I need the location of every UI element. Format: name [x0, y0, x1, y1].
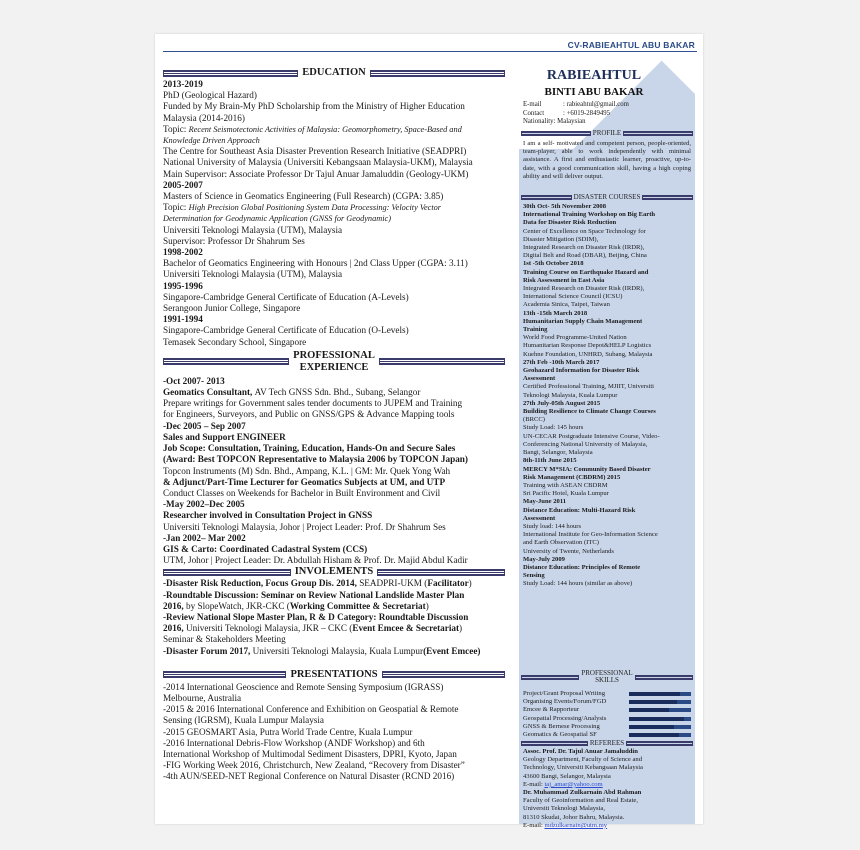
course-line: Study Load: 144 hours (similar as above) [523, 580, 633, 588]
name-last: BINTI ABU BAKAR [544, 86, 644, 98]
skill-bar [629, 733, 691, 737]
referee-line: Faculty of Geoinformation and Real Estate, [523, 797, 638, 805]
presentation-line: -2016 International Debris-Flow Workshop (ANDF Workshop) and 6th [163, 737, 425, 748]
education-line: Main Supervisor: Associate Professor Dr Tajul Anuar Jamaluddin (Geology-UKM) [163, 168, 469, 179]
course-line: Humanitarian Response Depot&HELP Logistics [523, 342, 652, 350]
involvement-part: -Disaster Risk Reduction, Focus Group Dis. 2014, [163, 578, 360, 589]
presentation-line: -2015 GEOSMART Asia, Putra World Trade Centre, Kuala Lumpur [163, 726, 413, 737]
course-line: Assessment [523, 514, 556, 522]
experience-list [163, 376, 505, 566]
involvement-line [163, 623, 505, 634]
involvement-part: Universiti Teknologi Malaysia, Kuala Lumpur [252, 645, 424, 656]
skill-bar-fill [629, 692, 680, 696]
skill-row [523, 723, 691, 731]
skill-bar-fill [629, 700, 677, 704]
involvement-part: Seminar & Stakeholders Meeting [163, 634, 286, 645]
education-line: 1998-2002 [163, 247, 203, 258]
referee-line [523, 781, 691, 789]
involvement-part: 2016, [163, 623, 186, 634]
education-line [163, 124, 505, 135]
experience-line: Prepare writings for Government sales tender documents to JUPEM and Training [163, 398, 463, 409]
involvement-part: (Event Emcee) [423, 645, 481, 656]
course-line: Digital Belt and Road (DBAR), Beijing, China [523, 252, 647, 260]
course-line: Teknologi Malaysia, Kuala Lumpur [523, 391, 618, 399]
referee-line: Geology Department, Faculty of Science and [523, 756, 643, 764]
course-line: Study Load: 145 hours [523, 424, 584, 432]
education-line: Supervisor: Professor Dr Shahrum Ses [163, 235, 305, 246]
education-line: PhD (Geological Hazard) [163, 90, 257, 101]
skill-row [523, 690, 691, 698]
education-list [163, 79, 505, 348]
course-line: Training with ASEAN CBDRM [523, 481, 608, 489]
course-line: World Food Programme-United Nation [523, 334, 627, 342]
education-line [163, 202, 505, 213]
heading-bar [163, 671, 286, 678]
experience-line: Researcher involved in Consultation Project in GNSS [163, 510, 373, 521]
skill-row [523, 731, 691, 739]
line-text: AV Tech GNSS Sdn. Bhd., Subang, Selangor [254, 387, 421, 398]
course-line: May-July 2009 [523, 555, 565, 563]
education-line: Universiti Teknologi Malaysia (UTM), Malaysia [163, 269, 343, 280]
course-line: 13th -15th March 2018 [523, 309, 588, 317]
course-line: International Science Council (ICSU) [523, 293, 623, 301]
education-line: The Centre for Southeast Asia Disaster Prevention Research Initiative (SEADPRI) [163, 146, 467, 157]
name-first: RABIEAHTUL [546, 68, 642, 83]
education-line: National University of Malaysia (Universiti Kebangsaan Malaysia-UKM), Malaysia [163, 157, 473, 168]
education-line: Singapore-Cambridge General Certificate of Education (A-Levels) [163, 291, 409, 302]
experience-line: Universiti Teknologi Malaysia, Johor | Project Leader: Prof. Dr Shahrum Ses [163, 521, 446, 532]
skill-label: Organising Events/Forum/FGD [523, 698, 607, 706]
education-line: Universiti Teknologi Malaysia (UTM), Malaysia [163, 224, 343, 235]
involvement-line [163, 590, 505, 601]
course-line: Building Resilience to Climate Change Courses [523, 408, 656, 416]
line-label: Topic: [163, 123, 189, 134]
heading-bar [379, 358, 505, 365]
skill-label: Geomatics & Geospatial SF [523, 730, 597, 738]
referee-line: Assoc. Prof. Dr. Tajul Anuar Jamaluddin [523, 748, 638, 755]
skill-bar [629, 708, 691, 712]
education-line: Temasek Secondary School, Singapore [163, 336, 307, 347]
education-heading: EDUCATION [163, 67, 505, 79]
profile-heading: PROFILE [521, 129, 693, 138]
involvement-part: Working Committee & Secretariat [289, 600, 426, 611]
course-line: Sri Pacific Hotel, Kuala Lumpur [523, 490, 609, 498]
referee-line: Technology, Universiti Kebangsaan Malaysia [523, 764, 643, 772]
course-line: Data for Disaster Risk Reduction [523, 219, 617, 227]
course-line: 1st -5th October 2018 [523, 260, 584, 268]
referee-line [523, 822, 691, 830]
course-line: Integrated Research on Disaster Risk (IRDR), [523, 285, 645, 293]
phone-value: : +6019-2849495 [563, 109, 611, 117]
education-line: 2005-2007 [163, 179, 203, 190]
presentations-heading: PRESENTATIONS [163, 669, 505, 681]
nationality-value: : Malaysian [553, 118, 586, 125]
course-line: Integrated Research on Disaster Risk (IRDR), [523, 244, 645, 252]
referee-line: 43600 Bangi, Selangor, Malaysia [523, 772, 611, 780]
involvement-line [163, 578, 505, 589]
course-line: 27th Feb -10th March 2017 [523, 358, 600, 366]
involvement-part: -Disaster Forum 2017, [163, 645, 253, 656]
skill-label: Geospatial Processing/Analysis [523, 714, 607, 722]
involvement-part: ) [468, 578, 472, 589]
involvements-list [163, 578, 505, 656]
line-text: Recent Seismotectonic Activities of Malaysia: Geomorphometry, Space-Based and [188, 124, 462, 134]
involvement-part: -Roundtable Discussion: Seminar on Review National Landslide Master Plan [163, 589, 465, 600]
courses-heading: DISASTER COURSES [521, 193, 693, 202]
line-label: Geomatics Consultant, [163, 387, 255, 398]
involvement-line [163, 646, 505, 657]
education-line: 1991-1994 [163, 314, 203, 325]
involvement-part: ) [459, 623, 463, 634]
involvement-part: 2016, [163, 600, 186, 611]
heading-bar [163, 569, 291, 576]
education-line: Bachelor of Geomatics Engineering with Honours | 2nd Class Upper (CGPA: 3.11) [163, 258, 468, 269]
referee-line: Universiti Teknologi Malaysia, [523, 805, 606, 813]
presentation-line: Melbourne, Australia [163, 692, 242, 703]
experience-line: Job Scope: Consultation, Training, Education, Hands-On and Secure Sales [163, 443, 456, 454]
course-line: Disaster Mitigation (SDIM), [523, 235, 599, 243]
involvement-line [163, 601, 505, 612]
line-label: Topic: [163, 202, 189, 213]
education-line: Singapore-Cambridge General Certificate of Education (O-Levels) [163, 325, 409, 336]
education-line: Knowledge Driven Approach [163, 136, 260, 146]
experience-line: -Dec 2005 – Sep 2007 [163, 420, 246, 431]
line-text: High Precision Global Positioning System Data Processing: Velocity Vector [188, 203, 442, 213]
skill-label: Emcee & Rapporteur [523, 706, 580, 714]
course-line: Training [523, 326, 548, 334]
skill-label: GNSS & Bernese Processing [523, 722, 600, 730]
referees-list [523, 748, 691, 830]
skill-bar-fill [629, 725, 674, 729]
involvement-part: -Review National Slope Master Plan, R & D Category: Roundtable Discussion [163, 611, 469, 622]
course-line: Risk Assessment in East Asia [523, 276, 605, 284]
skill-row [523, 706, 691, 714]
heading-bar [370, 70, 505, 77]
course-line: Sensing [523, 572, 545, 580]
course-line: International Institute for Geo-Information Science [523, 531, 658, 539]
course-line: 8th-11th June 2015 [523, 457, 577, 465]
course-line: Certified Professional Training, MJIIT, Universiti [523, 383, 655, 391]
referee-email-link[interactable]: mdzulkarnain@utm.my [544, 821, 608, 829]
skill-label: Project/Grant Proposal Writing [523, 690, 606, 697]
experience-line: Conduct Classes on Weekends for Bachelor in Built Environment and Civil [163, 487, 441, 498]
skill-bar-fill [629, 708, 669, 712]
referees-heading: REFEREES [521, 739, 693, 748]
courses-list [523, 203, 691, 589]
involvement-part: SEADPRI-UKM ( [359, 578, 428, 589]
skills-heading: PROFESSIONAL SKILLS [521, 668, 693, 686]
contact-block: E-mail : rabieahtul@gmail.com Contact : +6019-2849495 Nationality: Malaysian [523, 101, 629, 125]
course-line: MERCY M*SIA: Community Based Disaster [523, 465, 651, 473]
course-line: Study load: 144 hours [523, 522, 582, 530]
skill-bar-fill [629, 733, 679, 737]
experience-heading: PROFESSIONAL EXPERIENCE [163, 350, 505, 374]
course-line: Kuehne Foundation, UNHRD, Subang, Malaysia [523, 350, 653, 358]
experience-line: -Jan 2002– Mar 2002 [163, 532, 246, 543]
experience-line: GIS & Carto: Coordinated Cadastral System (CCS) [163, 543, 368, 554]
heading-bar [377, 569, 505, 576]
skill-row [523, 715, 691, 723]
referee-email-link[interactable]: taj_amar@yahoo.com [544, 780, 603, 788]
course-line: UN-CECAR Postgraduate Intensive Course, Video- [523, 432, 660, 440]
course-line: Humanitarian Supply Chain Management [523, 317, 643, 325]
skill-bar [629, 700, 691, 704]
course-line: International Training Workshop on Big Earth [523, 211, 656, 219]
presentations-list [163, 682, 505, 783]
education-line: Serangoon Junior College, Singapore [163, 303, 301, 314]
course-line: University of Twente, Netherlands [523, 547, 614, 555]
education-line: Masters of Science in Geomatics Engineering (Full Research) (CGPA: 3.85) [163, 191, 444, 202]
experience-line: Sales and Support ENGINEER [163, 431, 286, 442]
course-line: Conferencing National University of Malaysia, [523, 440, 648, 448]
involvement-line [163, 634, 505, 645]
presentation-line: -FIG Working Week 2016, Christchurch, New Zealand, “Recovery from Disaster” [163, 760, 465, 771]
involvement-part: Event Emcee & Secretariat [352, 623, 460, 634]
course-line: Distance Education: Multi-Hazard Risk [523, 506, 636, 514]
course-line: Distance Education: Principles of Remote [523, 563, 641, 571]
presentation-line: -4th AUN/SEED-NET Regional Conference on Natural Disaster (RCND 2016) [163, 771, 455, 782]
presentation-line: Sensing (IGRSM), Kuala Lumpur Malaysia [163, 715, 325, 726]
left-column [163, 67, 505, 783]
education-line: Determination for Geodynamic Application (GNSS for Geodynamic) [163, 214, 391, 224]
experience-line: -Oct 2007- 2013 [163, 375, 225, 386]
email-label: E-mail: [523, 780, 545, 788]
experience-line: -May 2002–Dec 2005 [163, 499, 245, 510]
course-line: 27th July-05th August 2015 [523, 399, 601, 407]
skill-bar [629, 717, 691, 721]
course-line: Bangi, Selangor, Malaysia [523, 449, 593, 457]
skill-row [523, 698, 691, 706]
presentation-line: -2014 International Geoscience and Remote Sensing Symposium (IGRASS) [163, 681, 444, 692]
email-value[interactable]: : rabieahtul@gmail.com [563, 101, 629, 108]
course-line: Geohazard Information for Disaster Risk [523, 367, 640, 375]
course-line: Risk Management (CBDRM) 2015 [523, 473, 621, 481]
header-rule [163, 51, 697, 52]
education-line: 2013-2019 [163, 79, 203, 89]
education-line: Funded by My Brain-My PhD Scholarship from the Ministry of Higher Education [163, 101, 465, 112]
involvement-part: by SlopeWatch, JKR-CKC ( [185, 600, 290, 611]
course-line: Training Course on Earthquake Hazard and [523, 268, 649, 276]
experience-line: UTM, Johor | Project Leader: Dr. Abdullah Hisham & Prof. Dr. Majid Abdul Kadir [163, 555, 468, 566]
presentation-line: -2015 & 2016 International Conference and Exhibition on Geospatial & Remote [163, 704, 459, 715]
involvement-part: Facilitator [427, 578, 469, 589]
course-line: and Earth Observation (ITC) [523, 539, 599, 547]
involvement-line [163, 612, 505, 623]
referee-line: Dr. Muhammad Zulkarnain Abd Rahman [523, 789, 642, 797]
heading-bar [163, 358, 289, 365]
experience-line: Topcon Instruments (M) Sdn. Bhd., Ampang, K.L. | GM: Mr. Quek Yong Wah [163, 465, 451, 476]
profile-text: I am a self- motivated and competent person, people-oriented, team-player, able to work independently with minimal assistance. A first and enthusiastic learner, proactive, up-to-date, with a good communication skill, having a high coping ability and will deliver output. [523, 140, 691, 180]
presentation-line: International Workshop of Multimodal Sediment Disasters, DPRI, Kyoto, Japan [163, 748, 457, 759]
course-line: May-June 2011 [523, 498, 567, 506]
email-label: E-mail: [523, 821, 545, 829]
course-line: 30th Oct- 5th November 2008 [523, 203, 607, 210]
experience-line: (Award: Best TOPCON Representative to Malaysia 2006 by TOPCON Japan) [163, 454, 468, 465]
course-line: Academia Sinica, Taipei, Taiwan [523, 301, 610, 309]
education-line: Malaysia (2014-2016) [163, 112, 245, 123]
involvements-heading: INVOLEMENTS [163, 566, 505, 578]
sidebar [519, 54, 695, 829]
cv-page [155, 34, 703, 829]
involvement-part: Universiti Teknologi Malaysia, JKR – CKC ( [185, 623, 353, 634]
skill-bar [629, 725, 691, 729]
involvement-part: ) [425, 600, 429, 611]
course-line: (BRCC) [523, 416, 545, 424]
education-line: 1995-1996 [163, 280, 203, 291]
heading-bar [163, 70, 298, 77]
skill-bar [629, 692, 691, 696]
course-line: Center of Excellence on Space Technology for [523, 227, 646, 235]
cv-title: CV-RABIEAHTUL ABU BAKAR [567, 40, 695, 50]
heading-bar [382, 671, 505, 678]
experience-line [163, 387, 505, 398]
experience-line: for Engineers, Surveyors, and Public on GNSS/GPS & Advance Mapping tools [163, 409, 455, 420]
course-line: Assessment [523, 375, 556, 383]
skill-bar-fill [629, 717, 684, 721]
referee-line: 81310 Skudai, Johor Bahru, Malaysia. [523, 813, 625, 821]
experience-line: & Adjunct/Part-Time Lecturer for Geomatics Subjects at UM, and UTP [163, 476, 446, 487]
